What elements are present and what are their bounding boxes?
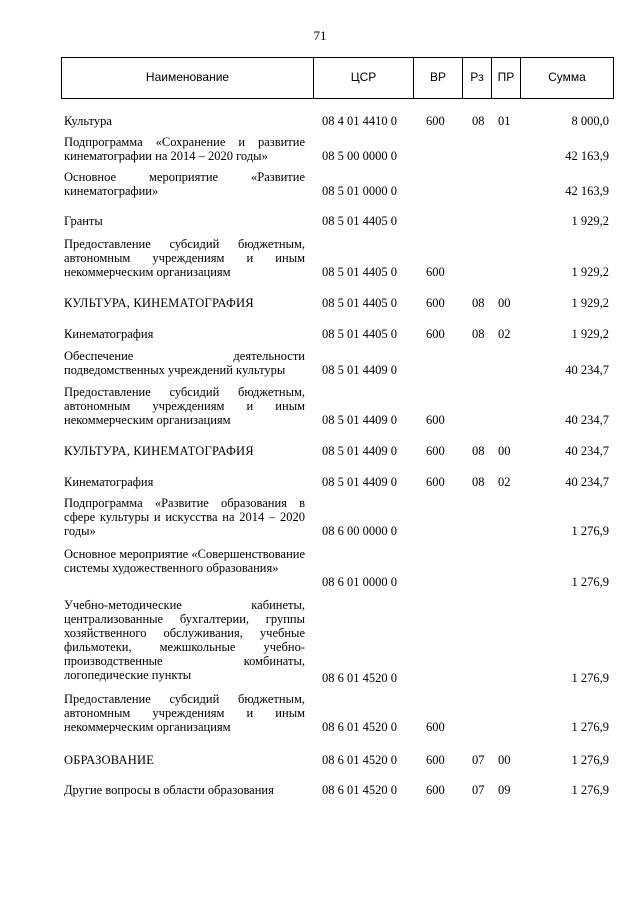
row-vr: 600	[426, 265, 445, 279]
row-name: Кинематография	[64, 475, 154, 489]
row-vr: 600	[426, 296, 445, 310]
row-name: Предоставление субсидий бюджетным, автономным учреждениям и иным некоммерческим организациям	[64, 385, 305, 427]
row-csr: 08 6 01 4520 0	[322, 753, 397, 767]
row-vr: 600	[426, 753, 445, 767]
row-sum: 1 929,2	[571, 296, 609, 310]
row-csr: 08 5 00 0000 0	[322, 149, 397, 163]
row-name: Предоставление субсидий бюджетным, автономным учреждениям и иным некоммерческим организациям	[64, 692, 305, 734]
row-name: Гранты	[64, 214, 103, 228]
header-sum: Сумма	[548, 70, 586, 84]
row-sum: 40 234,7	[565, 475, 609, 489]
row-csr: 08 5 01 4409 0	[322, 444, 397, 458]
row-name: Обеспечение деятельности подведомственных учреждений культуры	[64, 349, 305, 377]
row-rz: 08	[472, 475, 485, 489]
row-pr: 02	[498, 327, 511, 341]
row-name: Другие вопросы в области образования	[64, 783, 274, 797]
row-vr: 600	[426, 444, 445, 458]
row-name: Подпрограмма «Развитие образования в сфере культуры и искусства на 2014 – 2020 годы»	[64, 496, 305, 538]
row-sum: 1 276,9	[571, 671, 609, 685]
row-csr: 08 6 01 4520 0	[322, 671, 397, 685]
header-pr: ПР	[492, 58, 521, 98]
header-csr: ЦСР	[314, 58, 414, 98]
row-sum: 1 929,2	[571, 214, 609, 228]
header-rz: Рз	[463, 58, 492, 98]
row-csr: 08 5 01 4405 0	[322, 327, 397, 341]
row-rz: 08	[472, 296, 485, 310]
row-sum: 40 234,7	[565, 444, 609, 458]
row-sum: 1 276,9	[571, 575, 609, 589]
row-csr: 08 5 01 4409 0	[322, 413, 397, 427]
row-name: КУЛЬТУРА, КИНЕМАТОГРАФИЯ	[64, 444, 254, 458]
row-pr: 02	[498, 475, 511, 489]
header-vr: ВР	[414, 58, 463, 98]
row-csr: 08 6 01 4520 0	[322, 783, 397, 797]
row-rz: 08	[472, 327, 485, 341]
row-vr: 600	[426, 475, 445, 489]
row-csr: 08 6 01 4520 0	[322, 720, 397, 734]
row-vr: 600	[426, 413, 445, 427]
row-name: КУЛЬТУРА, КИНЕМАТОГРАФИЯ	[64, 296, 254, 310]
row-name: ОБРАЗОВАНИЕ	[64, 753, 155, 767]
row-rz: 08	[472, 114, 485, 128]
row-vr: 600	[426, 327, 445, 341]
row-vr: 600	[426, 783, 445, 797]
row-rz: 07	[472, 783, 485, 797]
row-vr: 600	[426, 114, 445, 128]
header-name: Наименование	[62, 58, 314, 98]
row-sum: 8 000,0	[571, 114, 609, 128]
row-csr: 08 6 01 0000 0	[322, 575, 397, 589]
row-name: Культура	[64, 114, 112, 128]
row-name: Основное мероприятие «Развитие кинематографии»	[64, 170, 305, 198]
row-csr: 08 6 00 0000 0	[322, 524, 397, 538]
row-csr: 08 5 01 4409 0	[322, 475, 397, 489]
row-pr: 00	[498, 753, 511, 767]
row-sum: 1 276,9	[571, 753, 609, 767]
row-csr: 08 5 01 4405 0	[322, 214, 397, 228]
page-number: 71	[313, 28, 327, 43]
row-sum: 42 163,9	[565, 149, 609, 163]
row-sum: 40 234,7	[565, 413, 609, 427]
row-sum: 1 929,2	[571, 327, 609, 341]
row-name: Учебно-методические кабинеты, централизованные бухгалтерии, группы хозяйственного обслуживания, учебные фильмотеки, межшкольные учебно-производственные комбинаты, логопедические пункты	[64, 598, 305, 682]
row-sum: 1 276,9	[571, 783, 609, 797]
row-name: Подпрограмма «Сохранение и развитие кинематографии на 2014 – 2020 годы»	[64, 135, 305, 163]
row-sum: 40 234,7	[565, 363, 609, 377]
row-pr: 09	[498, 783, 511, 797]
row-name: Кинематография	[64, 327, 154, 341]
row-vr: 600	[426, 720, 445, 734]
row-pr: 01	[498, 114, 511, 128]
row-sum: 1 276,9	[571, 524, 609, 538]
row-sum: 1 929,2	[571, 265, 609, 279]
row-rz: 08	[472, 444, 485, 458]
row-sum: 42 163,9	[565, 184, 609, 198]
row-name: Основное мероприятие «Совершенствование системы художественного образования»	[64, 547, 305, 575]
row-csr: 08 5 01 4405 0	[322, 265, 397, 279]
row-name: Предоставление субсидий бюджетным, автономным учреждениям и иным некоммерческим организациям	[64, 237, 305, 279]
row-rz: 07	[472, 753, 485, 767]
row-pr: 00	[498, 296, 511, 310]
row-pr: 00	[498, 444, 511, 458]
row-sum: 1 276,9	[571, 720, 609, 734]
row-csr: 08 5 01 0000 0	[322, 184, 397, 198]
row-csr: 08 5 01 4405 0	[322, 296, 397, 310]
row-csr: 08 4 01 4410 0	[322, 114, 397, 128]
row-csr: 08 5 01 4409 0	[322, 363, 397, 377]
